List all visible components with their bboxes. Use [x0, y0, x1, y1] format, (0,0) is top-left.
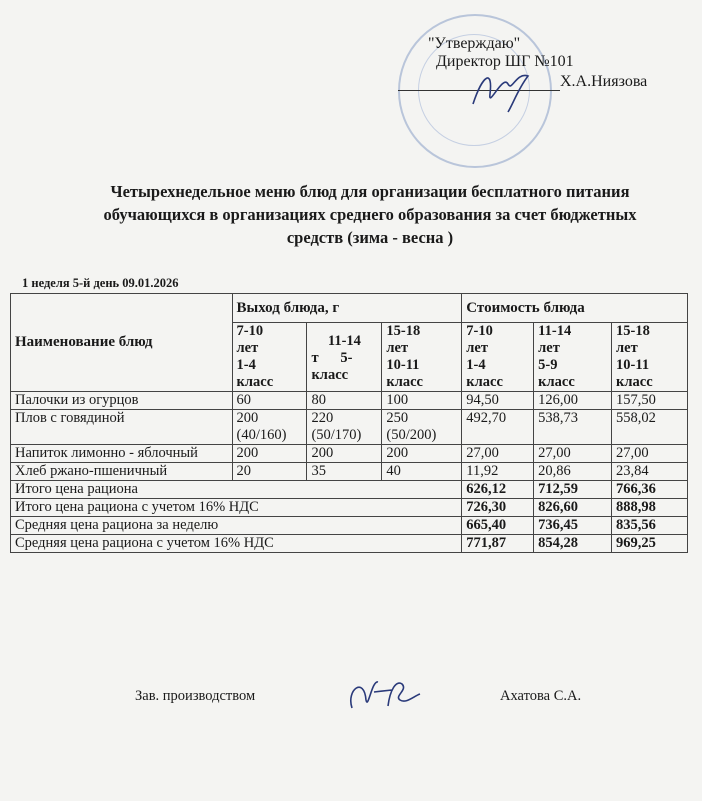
col-header-line: лет	[538, 340, 560, 356]
col-header-line: 10-11	[386, 357, 420, 373]
col-header-line: лет	[616, 340, 638, 356]
yield-cell: 40	[382, 463, 462, 481]
footer-position: Зав. производством	[135, 688, 256, 704]
yield-cell: 35	[307, 463, 382, 481]
col-header-line: 11-14	[538, 323, 572, 339]
col-header-line: 10-11	[616, 357, 650, 373]
yield-col-header-2	[307, 323, 382, 392]
summary-row	[11, 481, 688, 499]
cost-cell: 126,00	[534, 392, 612, 410]
week-day-label: 1 неделя 5-й день 09.01.2026	[22, 276, 179, 290]
yield-col-header-3	[382, 323, 462, 392]
cost-col-header-1	[462, 323, 534, 392]
dish-name-cell: Плов с говядиной	[11, 410, 233, 445]
col-header-line: класс	[616, 374, 653, 390]
cost-cell: 20,86	[534, 463, 612, 481]
header-cost: Стоимость блюда	[462, 294, 688, 323]
col-header-line: класс	[538, 374, 575, 390]
col-header-line: 15-18	[616, 323, 650, 339]
yield-cell: 80	[307, 392, 382, 410]
col-header-line: лет	[386, 340, 409, 356]
col-header-line: лет	[466, 340, 488, 356]
header-dish-name: Наименование блюд	[11, 294, 233, 392]
col-header-line: 11-14	[327, 333, 361, 349]
yield-cell: 60	[232, 392, 307, 410]
yield-col-header-1	[232, 323, 307, 392]
summary-label: Итого цена рациона	[11, 481, 462, 499]
col-header-line: т 5-	[311, 350, 353, 366]
cost-cell: 157,50	[612, 392, 688, 410]
summary-label: Средняя цена рациона с учетом 16% НДС	[11, 535, 462, 553]
col-header-line: класс	[466, 374, 503, 390]
yield-cell: 200	[382, 445, 462, 463]
col-header-line: 7-10	[466, 323, 493, 339]
cost-cell: 23,84	[612, 463, 688, 481]
summary-cost-cell: 736,45	[534, 517, 612, 535]
dish-name-cell: Хлеб ржано-пшеничный	[11, 463, 233, 481]
approval-name: Х.А.Ниязова	[560, 73, 648, 90]
col-header-line: 1-4	[466, 357, 486, 373]
approval-heading: "Утверждаю"	[428, 35, 521, 52]
col-header-line: 15-18	[386, 323, 421, 339]
col-header-line: класс	[311, 367, 349, 383]
col-header-line: 5-9	[538, 357, 558, 373]
col-header-line: класс	[236, 374, 274, 390]
summary-cost-cell: 726,30	[462, 499, 534, 517]
dish-name-cell: Палочки из огурцов	[11, 392, 233, 410]
dish-name-cell: Напиток лимонно - яблочный	[11, 445, 233, 463]
cost-cell: 558,02	[612, 410, 688, 445]
cost-cell: 538,73	[534, 410, 612, 445]
yield-cell: 20	[232, 463, 307, 481]
col-header-line: лет	[236, 340, 259, 356]
summary-label: Средняя цена рациона за неделю	[11, 517, 462, 535]
menu-table	[10, 293, 688, 553]
yield-cell: 200	[232, 445, 307, 463]
cost-cell: 27,00	[612, 445, 688, 463]
cost-cell: 94,50	[462, 392, 534, 410]
summary-cost-cell: 969,25	[612, 535, 688, 553]
cost-cell: 27,00	[462, 445, 534, 463]
col-header-line: 7-10	[236, 323, 264, 339]
summary-cost-cell: 712,59	[534, 481, 612, 499]
col-header-line: класс	[386, 374, 423, 390]
table-row	[11, 445, 688, 463]
title-line-2: обучающихся в организациях среднего образования за счет бюджетных	[103, 205, 637, 224]
cost-cell: 27,00	[534, 445, 612, 463]
document-title	[60, 180, 680, 249]
summary-row	[11, 535, 688, 553]
summary-cost-cell: 771,87	[462, 535, 534, 553]
summary-cost-cell: 854,28	[534, 535, 612, 553]
table-row	[11, 463, 688, 481]
title-line-1: Четырехнедельное меню блюд для организации бесплатного питания	[110, 182, 630, 201]
approval-position: Директор ШГ №101	[436, 53, 574, 70]
table-row	[11, 392, 688, 410]
title-line-3: средств (зима - весна )	[286, 228, 454, 247]
cost-col-header-2	[534, 323, 612, 392]
summary-cost-cell: 766,36	[612, 481, 688, 499]
director-signature-icon	[468, 64, 538, 114]
summary-row	[11, 499, 688, 517]
footer-name: Ахатова С.А.	[500, 688, 582, 704]
yield-cell: 250 (50/200)	[382, 410, 462, 445]
yield-cell: 100	[382, 392, 462, 410]
summary-cost-cell: 826,60	[534, 499, 612, 517]
summary-cost-cell: 835,56	[612, 517, 688, 535]
cost-col-header-3	[612, 323, 688, 392]
summary-row	[11, 517, 688, 535]
cost-cell: 11,92	[462, 463, 534, 481]
yield-cell: 220 (50/170)	[307, 410, 382, 445]
summary-label: Итого цена рациона с учетом 16% НДС	[11, 499, 462, 517]
yield-cell: 200 (40/160)	[232, 410, 307, 445]
table-row	[11, 410, 688, 445]
production-head-signature-icon	[344, 670, 424, 714]
cost-cell: 492,70	[462, 410, 534, 445]
col-header-line: 1-4	[236, 357, 256, 373]
yield-cell: 200	[307, 445, 382, 463]
header-yield: Выход блюда, г	[232, 294, 462, 323]
summary-cost-cell: 626,12	[462, 481, 534, 499]
summary-cost-cell: 888,98	[612, 499, 688, 517]
summary-cost-cell: 665,40	[462, 517, 534, 535]
